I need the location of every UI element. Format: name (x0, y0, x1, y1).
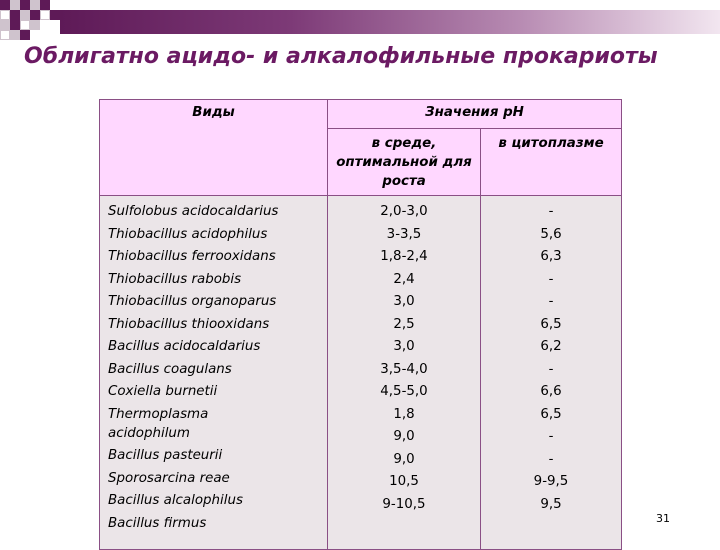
species-column (100, 196, 328, 550)
header-ph: Значения pH (328, 100, 622, 129)
env-ph-value: 3,0 (393, 294, 415, 309)
deco-square (50, 10, 60, 20)
deco-square (0, 30, 10, 40)
species-name: Bacillus firmus (108, 515, 207, 531)
deco-square (10, 10, 20, 20)
deco-square (10, 0, 20, 10)
deco-square (40, 10, 50, 20)
env-ph-value: 9-10,5 (382, 496, 426, 512)
page-number: 31 (656, 512, 670, 525)
deco-square (0, 10, 10, 20)
species-name: Sporosarcina reae (108, 470, 230, 486)
env-ph-value: 9,0 (393, 451, 415, 467)
species-name: Thiobacillus ferrooxidans (108, 249, 276, 264)
cyto-ph-value: - (548, 271, 554, 287)
header-gradient-bar (60, 10, 720, 34)
cyto-ph-value: 6,2 (540, 339, 562, 354)
header-env: в среде, оптимальной для роста (328, 129, 481, 196)
decorative-header (0, 0, 720, 48)
cyto-ph-value: - (548, 429, 554, 444)
cyto-ph-value: - (548, 294, 554, 309)
species-name: Coxiella burnetii (108, 384, 218, 399)
species-name: Bacillus coagulans (108, 361, 232, 377)
env-ph-value: 10,5 (389, 474, 419, 489)
species-name: Bacillus pasteurii (108, 448, 223, 463)
env-ph-value: 2,4 (393, 271, 415, 287)
deco-square (20, 30, 30, 40)
env-ph-value: 3-3,5 (386, 226, 422, 242)
species-name: Sulfolobus acidocaldarius (108, 204, 279, 219)
cyto-ph-value: 5,6 (540, 226, 562, 242)
env-ph-value: 1,8-2,4 (380, 249, 428, 264)
species-name: Bacillus alcalophilus (108, 493, 243, 508)
species-name: Thiobacillus thiooxidans (108, 316, 270, 332)
cyto-ph-value: 6,5 (540, 406, 562, 422)
ph-table (99, 99, 622, 550)
cyto-ph-value: - (548, 204, 554, 219)
species-name: Thermoplasma acidophilum (108, 406, 209, 441)
deco-square (40, 0, 50, 10)
species-name: Thiobacillus rabobis (108, 271, 242, 287)
deco-square (10, 30, 20, 40)
cyto-ph-value: 6,3 (540, 249, 562, 264)
env-ph-value: 3,5-4,0 (380, 361, 428, 377)
deco-square (20, 10, 30, 20)
species-name: Bacillus acidocaldarius (108, 339, 261, 354)
cyto-ph-column (481, 196, 622, 550)
deco-square (20, 0, 30, 10)
cyto-ph-value: - (548, 451, 554, 467)
env-ph-value: 2,5 (393, 316, 415, 332)
env-ph-value: 2,0-3,0 (380, 204, 428, 219)
slide-title: Облигатно ацидо- и алкалофильные прокариоты (24, 44, 658, 69)
env-ph-value: 3,0 (393, 339, 415, 354)
deco-square (20, 20, 30, 30)
species-name: Thiobacillus organoparus (108, 294, 277, 309)
env-ph-value: 4,5-5,0 (380, 384, 428, 399)
deco-square (30, 10, 40, 20)
header-cyto: в цитоплазме (481, 129, 622, 196)
env-ph-value: 1,8 (393, 406, 415, 422)
cyto-ph-value: - (548, 361, 554, 377)
cyto-ph-value: 6,6 (540, 384, 562, 399)
env-ph-column (328, 196, 481, 550)
cyto-ph-value: 9,5 (540, 496, 562, 512)
species-name: Thiobacillus acidophilus (108, 226, 268, 242)
env-ph-value: 9,0 (393, 429, 415, 444)
deco-square (10, 20, 20, 30)
deco-square (30, 20, 40, 30)
cyto-ph-value: 9-9,5 (533, 474, 569, 489)
deco-square (0, 20, 10, 30)
deco-square (0, 0, 10, 10)
deco-square (30, 0, 40, 10)
cyto-ph-value: 6,5 (540, 316, 562, 332)
header-species: Виды (100, 100, 328, 196)
